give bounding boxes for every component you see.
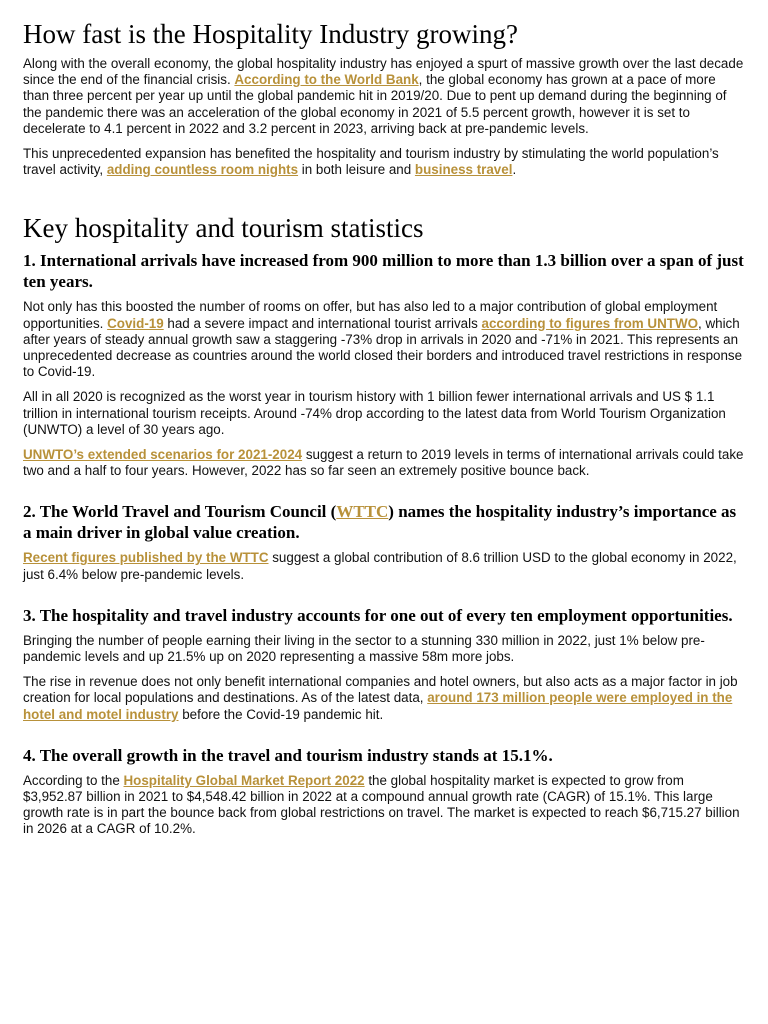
- room-nights-link[interactable]: adding countless room nights: [106, 162, 299, 178]
- covid-19-link[interactable]: Covid-19: [107, 315, 164, 331]
- wttc-figures-link[interactable]: Recent figures published by the WTTC: [23, 550, 269, 566]
- growth-paragraph-2: This unprecedented expansion has benefited the hospitality and tourism industry by stimulating the world population’s travel activity, adding countless room nights in both leisure and business travel.: [23, 146, 719, 178]
- stat-1-paragraph-3: UNWTO’s extended scenarios for 2021-2024 suggest a return to 2019 levels in terms of international arrivals could take two and a half to four years. However, 2022 has so far seen an extremely positive bounce back.: [23, 447, 744, 479]
- stat-3: [23, 605, 744, 723]
- section-title-statistics: Key hospitality and tourism statistics: [23, 213, 424, 244]
- stat-4-paragraph-1: According to the Hospitality Global Market Report 2022 the global hospitality market is expected to grow from $3,952.87 billion in 2021 to $4,548.42 billion in 2022 at a compound annual growth rate (CAGR) of 15.1%. This large growth rate is in part the bounce back from global restrictions on travel. The market is expected to reach $6,715.27 billion in 2026 at a CAGR of 10.2%.: [23, 772, 740, 837]
- business-travel-link[interactable]: business travel: [414, 162, 513, 178]
- market-report-link[interactable]: Hospitality Global Market Report 2022: [123, 772, 365, 788]
- stat-2: [23, 501, 744, 582]
- hotel-employment-link[interactable]: around 173 million people were employed in the hotel and motel industry: [23, 690, 733, 722]
- stat-4: [23, 745, 744, 838]
- untwo-figures-link[interactable]: according to figures from UNTWO: [481, 315, 699, 331]
- stat-2-paragraph-1: Recent figures published by the WTTC suggest a global contribution of 8.6 trillion USD to the global economy in 2022, just 6.4% below pre-pandemic levels.: [23, 550, 737, 582]
- section-title-growth: How fast is the Hospitality Industry growing?: [23, 19, 518, 49]
- wttc-link[interactable]: WTTC: [336, 502, 389, 522]
- stat-1-paragraph-1: Not only has this boosted the number of rooms on offer, but has also led to a major contribution of global employment opportunities. Covid-19 had a severe impact and international tourist arrivals according to figures from UNTWO, which after years of steady annual growth saw a staggering -73% drop in arrivals in 2020 and -71% in 2021. This represents an unprecedented decrease as countries around the world closed their borders and introduced travel restrictions in response to Covid-19.: [23, 299, 743, 380]
- stat-1: [23, 250, 744, 479]
- stat-4-heading: 4. The overall growth in the travel and tourism industry stands at 15.1%.: [23, 745, 553, 765]
- unwto-scenarios-link[interactable]: UNWTO’s extended scenarios for 2021-2024: [23, 447, 303, 463]
- stat-1-heading: 1. International arrivals have increased from 900 million to more than 1.3 billion over a span of just ten years.: [23, 251, 744, 292]
- stat-1-paragraph-2: All in all 2020 is recognized as the worst year in tourism history with 1 billion fewer international arrivals and US $ 1.1 trillion in international tourism receipts. Around -74% drop according to the latest data from World Tourism Organization (UNWTO) a level of 30 years ago.: [23, 389, 726, 437]
- world-bank-link[interactable]: According to the World Bank: [234, 72, 419, 88]
- stat-3-paragraph-2: The rise in revenue does not only benefit international companies and hotel owners, but also acts as a major factor in job creation for local populations and destinations. As of the latest data, around 173 million people were employed in the hotel and motel industry before the Covid-19 pandemic hit.: [23, 674, 738, 722]
- stat-3-heading: 3. The hospitality and travel industry accounts for one out of every ten employment opportunities.: [23, 605, 733, 625]
- stat-3-paragraph-1: Bringing the number of people earning their living in the sector to a stunning 330 million in 2022, just 1% below pre-pandemic levels and up 21.5% up on 2020 representing a massive 58m more jobs.: [23, 632, 705, 665]
- growth-paragraph-1: Along with the overall economy, the global hospitality industry has enjoyed a spurt of massive growth over the last decade since the end of the financial crisis. According to the World Bank, the global economy has grown at a pace of more than three percent per year up until the global pandemic hit in 2019/20. Due to pent up demand during the beginning of the pandemic there was an acceleration of the global economy in 2021 of 5.5 percent growth, however it is set to decelerate to 4.1 percent in 2022 and 3.2 percent in 2023, arriving back at pre-pandemic levels.: [23, 56, 744, 136]
- stat-2-heading: 2. The World Travel and Tourism Council (WTTC) names the hospitality industry’s importance as a main driver in global value creation.: [23, 502, 737, 543]
